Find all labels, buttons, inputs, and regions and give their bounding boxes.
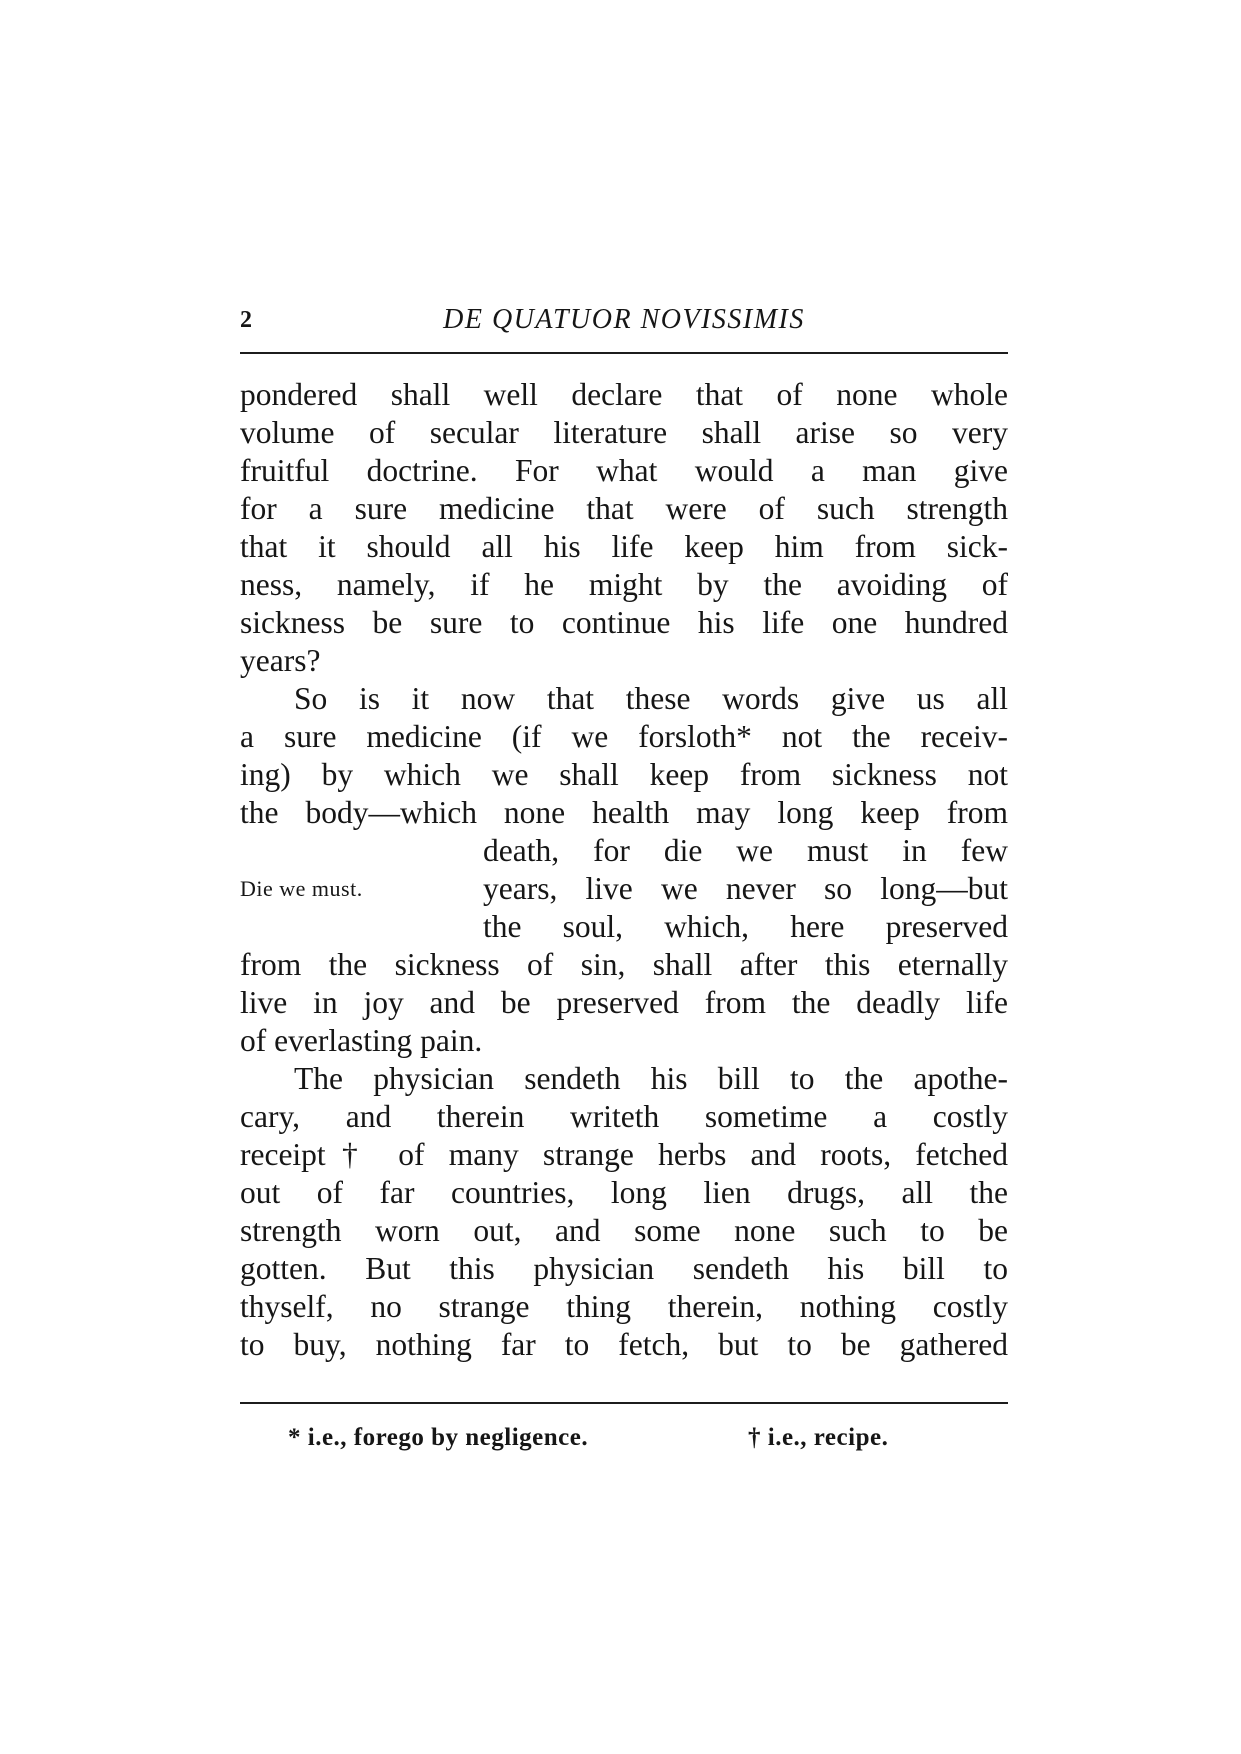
text-line: the soul, which, here preserved bbox=[483, 909, 1008, 944]
footnotes bbox=[240, 1418, 1008, 1458]
text-line: The physician sendeth his bill to the apothe- bbox=[294, 1061, 1008, 1096]
running-title: DE QUATUOR NOVISSIMIS bbox=[443, 304, 805, 335]
footnote: * i.e., forego by negligence. bbox=[288, 1424, 589, 1451]
text-line: fruitful doctrine. For what would a man give bbox=[240, 453, 1008, 488]
text-line-narrow bbox=[240, 832, 1008, 870]
text-line: ness, namely, if he might by the avoiding of bbox=[240, 567, 1008, 602]
text-line-narrow bbox=[240, 870, 1008, 908]
text-line: receipt† of many strange herbs and roots, fetched bbox=[240, 1137, 1008, 1172]
margin-note: Die we must. bbox=[240, 876, 363, 901]
text-line: a sure medicine (if we forsloth* not the receiv- bbox=[240, 719, 1008, 754]
text-line: from the sickness of sin, shall after this eternally bbox=[240, 947, 1008, 982]
page-number: 2 bbox=[240, 307, 252, 333]
text-line: gotten. But this physician sendeth his bill to bbox=[240, 1251, 1008, 1286]
text-line: of everlasting pain. bbox=[240, 1023, 483, 1058]
text-line: years? bbox=[240, 643, 321, 678]
text-line: pondered shall well declare that of none whole bbox=[240, 377, 1008, 412]
text-line: sickness be sure to continue his life one hundred bbox=[240, 605, 1008, 640]
text-line: ing) by which we shall keep from sickness not bbox=[240, 757, 1008, 792]
text-line: years, live we never so long—but bbox=[483, 871, 1008, 906]
text-line: that it should all his life keep him from sick- bbox=[240, 529, 1008, 564]
text-line: volume of secular literature shall arise so very bbox=[240, 415, 1008, 450]
header-rule bbox=[240, 352, 1008, 354]
body-text bbox=[240, 376, 1008, 1364]
running-head bbox=[240, 300, 1008, 340]
text-line: strength worn out, and some none such to be bbox=[240, 1213, 1008, 1248]
text-line-narrow bbox=[240, 908, 1008, 946]
text-line: to buy, nothing far to fetch, but to be gathered bbox=[240, 1327, 1008, 1362]
text-line: out of far countries, long lien drugs, all the bbox=[240, 1175, 1008, 1210]
footnote-rule bbox=[240, 1402, 1008, 1404]
text-line: death, for die we must in few bbox=[483, 833, 1008, 868]
text-line: cary, and therein writeth sometime a costly bbox=[240, 1099, 1008, 1134]
text-line: live in joy and be preserved from the deadly life bbox=[240, 985, 1008, 1020]
text-line: thyself, no strange thing therein, nothing costly bbox=[240, 1289, 1008, 1324]
text-line: the body—which none health may long keep from bbox=[240, 795, 1008, 830]
text-line: So is it now that these words give us all bbox=[294, 681, 1008, 716]
footnote: † i.e., recipe. bbox=[748, 1424, 889, 1451]
text-line: for a sure medicine that were of such strength bbox=[240, 491, 1008, 526]
